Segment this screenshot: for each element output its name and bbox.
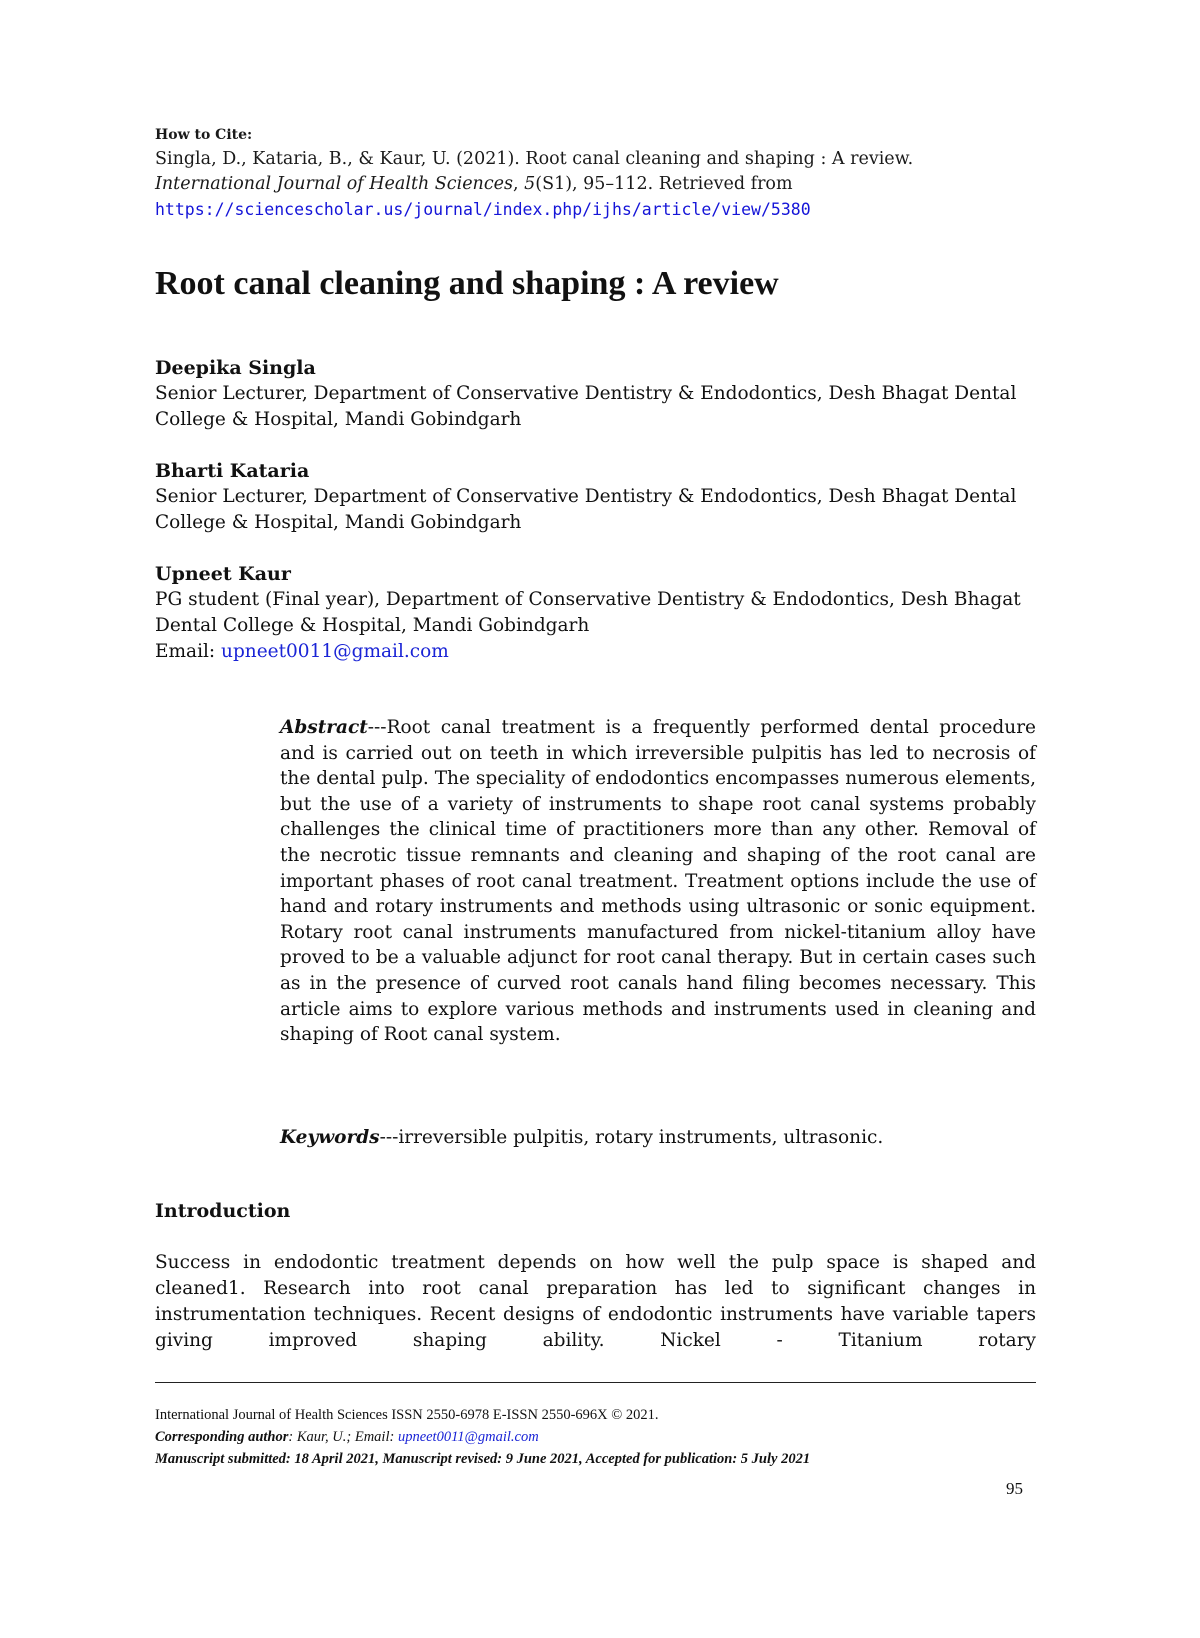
- email-label: Email:: [155, 641, 222, 662]
- citation-label: How to Cite:: [155, 127, 253, 143]
- footer-divider: [155, 1382, 1036, 1383]
- corresponding-text: : Kaur, U.; Email:: [288, 1429, 398, 1445]
- author-name: Upneet Kaur: [155, 563, 291, 585]
- author-block: [155, 561, 1035, 665]
- abstract-separator: ---: [367, 717, 387, 738]
- corresponding-email-link[interactable]: upneet0011@gmail.com: [397, 1429, 539, 1445]
- citation-text: [155, 147, 1015, 197]
- citation-volume: 5: [524, 174, 536, 194]
- citation-issue-pages: (S1), 95–112. Retrieved from: [535, 174, 793, 194]
- author-affiliation: PG student (Final year), Department of Conservative Dentistry & Endodontics, Desh Bhagat Dental College & Hospital, Mandi Gobindgarh: [155, 589, 1021, 636]
- author-affiliation: Senior Lecturer, Department of Conservative Dentistry & Endodontics, Desh Bhagat Dental College & Hospital, Mandi Gobindgarh: [155, 383, 1017, 430]
- keywords-label: Keywords: [280, 1127, 380, 1148]
- citation-volume-separator: ,: [512, 174, 525, 194]
- page-number: 95: [1006, 1479, 1023, 1498]
- keywords: [280, 1125, 1036, 1151]
- author-name: Deepika Singla: [155, 357, 316, 379]
- citation-url-link[interactable]: https://sciencescholar.us/journal/index.php/ijhs/article/view/5380: [155, 200, 811, 219]
- corresponding-label: Corresponding author: [155, 1429, 289, 1445]
- footer-manuscript-dates: Manuscript submitted: 18 April 2021, Manuscript revised: 9 June 2021, Accepted for publication: 5 July 2021: [155, 1451, 811, 1467]
- keywords-separator: ---: [379, 1127, 399, 1148]
- citation-authors-year: Singla, D., Kataria, B., & Kaur, U. (2021). Root canal cleaning and shaping : A review.: [155, 149, 914, 169]
- section-heading-introduction: Introduction: [155, 1200, 291, 1222]
- author-block: [155, 458, 1035, 536]
- abstract: [280, 715, 1036, 1048]
- author-name: Bharti Kataria: [155, 460, 310, 482]
- author-affiliation: Senior Lecturer, Department of Conservative Dentistry & Endodontics, Desh Bhagat Dental College & Hospital, Mandi Gobindgarh: [155, 486, 1017, 533]
- footer-journal-line: International Journal of Health Sciences ISSN 2550-6978 E-ISSN 2550-696X © 2021.: [155, 1407, 659, 1423]
- paper-title: Root canal cleaning and shaping : A review: [155, 265, 779, 302]
- citation-block: [155, 122, 1015, 223]
- author-block: [155, 355, 1035, 433]
- author-email-line: [155, 639, 1035, 665]
- author-email-link[interactable]: upneet0011@gmail.com: [221, 641, 449, 662]
- abstract-text: Root canal treatment is a frequently performed dental procedure and is carried out on teeth in which irreversible pulpitis has led to necrosis of the dental pulp. The speciality of endodontics encompasses numerous elements, but the use of a variety of instruments to shape root canal systems probably challenges the clinical time of practitioners more than any other. Removal of the necrotic tissue remnants and cleaning and shaping of the root canal are important phases of root canal treatment. Treatment options include the use of hand and rotary instruments and methods using ultrasonic or sonic equipment. Rotary root canal instruments manufactured from nickel-titanium alloy have proved to be a valuable adjunct for root canal therapy. But in certain cases such as in the presence of curved root canals hand filing becomes necessary. This article aims to explore various methods and instruments used in cleaning and shaping of Root canal system.: [280, 717, 1036, 1046]
- keywords-text: irreversible pulpitis, rotary instruments, ultrasonic.: [398, 1127, 884, 1148]
- page-footer: [155, 1404, 1036, 1470]
- citation-journal: International Journal of Health Sciences: [155, 174, 513, 194]
- abstract-label: Abstract: [280, 717, 368, 738]
- introduction-paragraph: Success in endodontic treatment depends on how well the pulp space is shaped and cleaned1. Research into root canal preparation has led to significant changes in instrumentation techniques. Recent designs of endodontic instruments have variable tapers giving improved shaping ability. Nickel - Titanium rotary: [155, 1252, 1036, 1351]
- footer-corresponding-line: [155, 1426, 1036, 1448]
